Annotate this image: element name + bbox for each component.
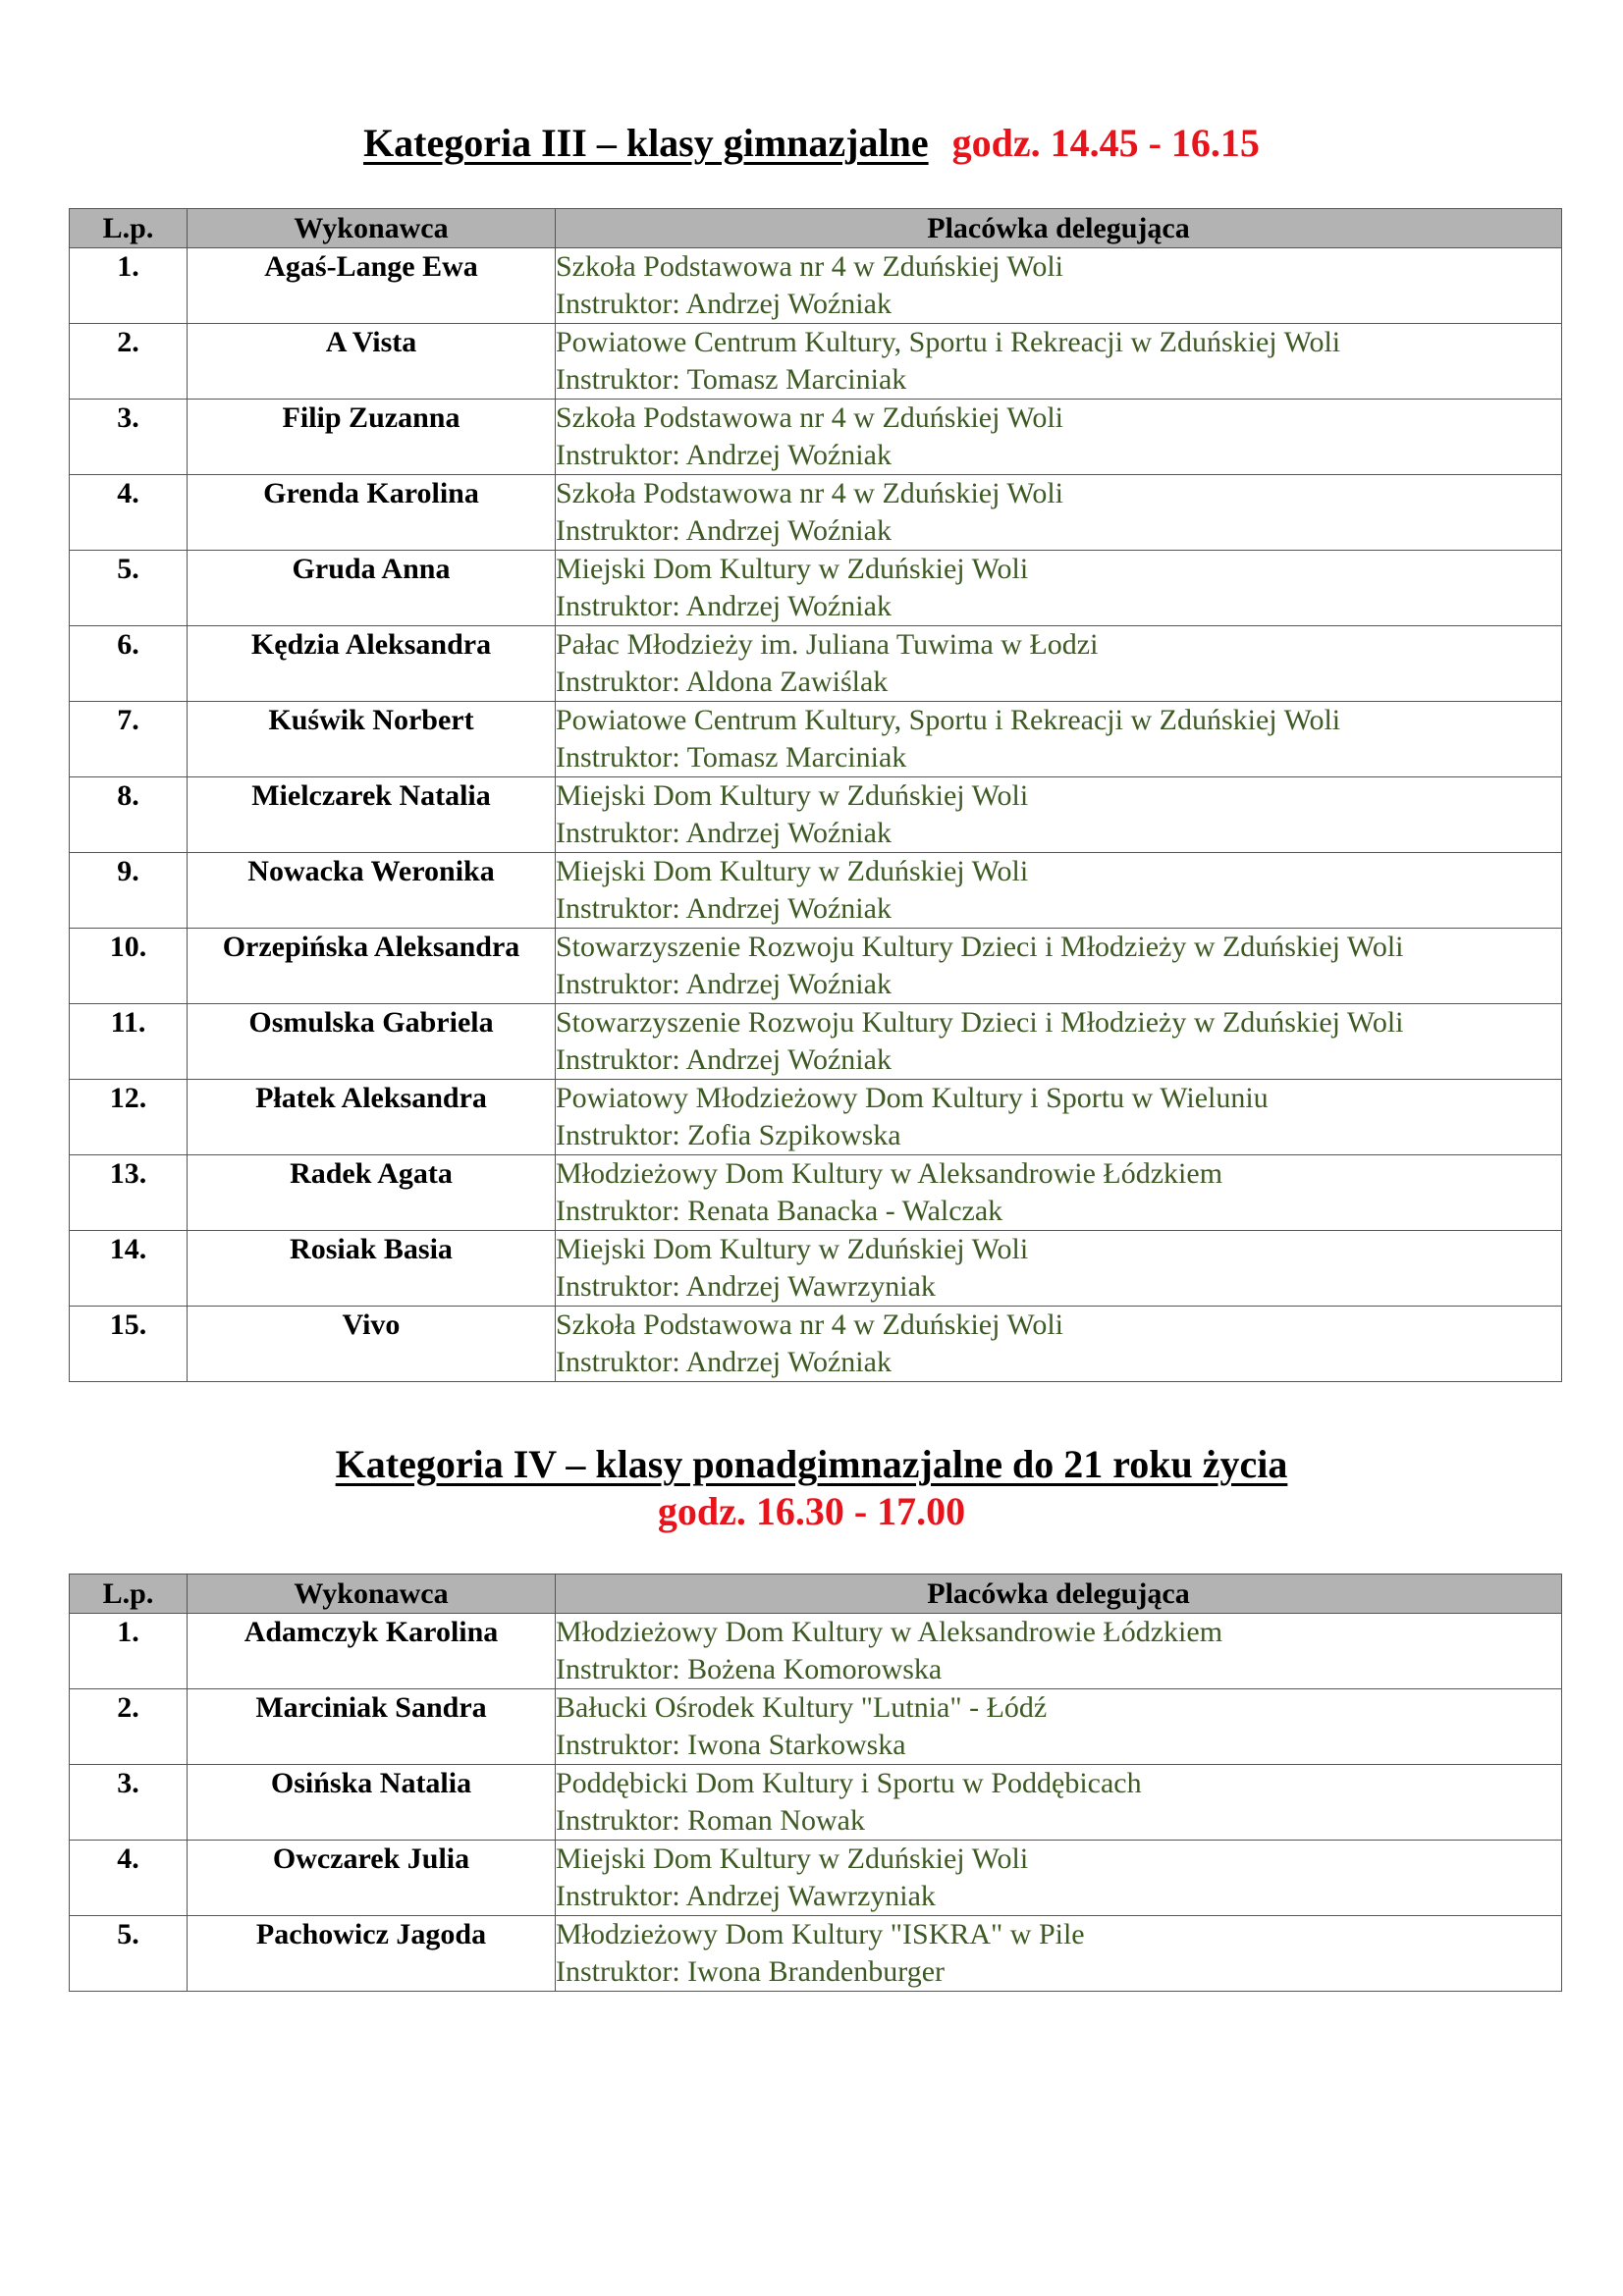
row-instructor: Instruktor: Andrzej Wawrzyniak xyxy=(556,1880,936,1912)
table-row xyxy=(70,1004,1562,1080)
row-institution: Miejski Dom Kultury w Zduńskiej Woli xyxy=(556,855,1029,887)
row-institution: Młodzieżowy Dom Kultury "ISKRA" w Pile xyxy=(556,1918,1085,1950)
table-row xyxy=(70,1916,1562,1992)
row-instructor: Instruktor: Andrzej Woźniak xyxy=(556,892,892,925)
table-kategoria-iv xyxy=(69,1574,1562,1992)
row-institution: Szkoła Podstawowa nr 4 w Zduńskiej Woli xyxy=(556,477,1063,509)
row-lp: 1. xyxy=(70,1614,188,1689)
section-title-kategoria-iv xyxy=(0,1441,1623,1535)
row-performer: Orzepińska Aleksandra xyxy=(188,929,556,1004)
row-institution-cell xyxy=(556,475,1562,551)
row-lp: 4. xyxy=(70,1841,188,1916)
row-lp: 8. xyxy=(70,777,188,853)
row-lp: 3. xyxy=(70,400,188,475)
row-performer: Vivo xyxy=(188,1307,556,1382)
row-performer: Filip Zuzanna xyxy=(188,400,556,475)
row-lp: 6. xyxy=(70,626,188,702)
table-row xyxy=(70,248,1562,324)
row-performer: Osińska Natalia xyxy=(188,1765,556,1841)
table-row xyxy=(70,1080,1562,1155)
header-institution: Placówka delegująca xyxy=(556,1575,1562,1614)
table-body xyxy=(70,1614,1562,1992)
table-row xyxy=(70,777,1562,853)
row-institution-cell xyxy=(556,1765,1562,1841)
row-instructor: Instruktor: Bożena Komorowska xyxy=(556,1653,943,1685)
row-institution-cell xyxy=(556,400,1562,475)
table-row xyxy=(70,626,1562,702)
row-institution-cell xyxy=(556,1841,1562,1916)
header-institution: Placówka delegująca xyxy=(556,209,1562,248)
row-performer: Adamczyk Karolina xyxy=(188,1614,556,1689)
table-body xyxy=(70,248,1562,1382)
row-institution: Stowarzyszenie Rozwoju Kultury Dzieci i Młodzieży w Zduńskiej Woli xyxy=(556,931,1404,963)
table-row xyxy=(70,1231,1562,1307)
row-institution-cell xyxy=(556,551,1562,626)
row-institution: Szkoła Podstawowa nr 4 w Zduńskiej Woli xyxy=(556,401,1063,434)
table-row xyxy=(70,324,1562,400)
row-instructor: Instruktor: Zofia Szpikowska xyxy=(556,1119,901,1151)
row-lp: 12. xyxy=(70,1080,188,1155)
row-performer: Kędzia Aleksandra xyxy=(188,626,556,702)
section-title-kategoria-iii xyxy=(0,120,1623,167)
row-institution-cell xyxy=(556,1916,1562,1992)
table-row xyxy=(70,1614,1562,1689)
row-lp: 2. xyxy=(70,1689,188,1765)
row-institution: Stowarzyszenie Rozwoju Kultury Dzieci i Młodzieży w Zduńskiej Woli xyxy=(556,1006,1404,1039)
table-row xyxy=(70,1307,1562,1382)
row-institution: Bałucki Ośrodek Kultury "Lutnia" - Łódź xyxy=(556,1691,1048,1724)
header-lp: L.p. xyxy=(70,1575,188,1614)
table-row xyxy=(70,1689,1562,1765)
row-instructor: Instruktor: Andrzej Woźniak xyxy=(556,288,892,320)
row-lp: 13. xyxy=(70,1155,188,1231)
row-lp: 2. xyxy=(70,324,188,400)
row-performer: A Vista xyxy=(188,324,556,400)
row-institution: Powiatowy Młodzieżowy Dom Kultury i Sportu w Wieluniu xyxy=(556,1082,1269,1114)
row-instructor: Instruktor: Andrzej Wawrzyniak xyxy=(556,1270,936,1303)
row-institution: Miejski Dom Kultury w Zduńskiej Woli xyxy=(556,1842,1029,1875)
row-instructor: Instruktor: Andrzej Woźniak xyxy=(556,590,892,622)
row-institution-cell xyxy=(556,626,1562,702)
row-instructor: Instruktor: Andrzej Woźniak xyxy=(556,968,892,1000)
row-performer: Osmulska Gabriela xyxy=(188,1004,556,1080)
row-performer: Agaś-Lange Ewa xyxy=(188,248,556,324)
table-row xyxy=(70,475,1562,551)
row-institution-cell xyxy=(556,1307,1562,1382)
row-institution-cell xyxy=(556,1080,1562,1155)
category-title: Kategoria III – klasy gimnazjalne xyxy=(363,121,929,165)
row-institution-cell xyxy=(556,1231,1562,1307)
row-instructor: Instruktor: Andrzej Woźniak xyxy=(556,1043,892,1076)
row-lp: 10. xyxy=(70,929,188,1004)
row-institution: Szkoła Podstawowa nr 4 w Zduńskiej Woli xyxy=(556,1308,1063,1341)
row-instructor: Instruktor: Andrzej Woźniak xyxy=(556,514,892,547)
row-performer: Kuświk Norbert xyxy=(188,702,556,777)
row-instructor: Instruktor: Andrzej Woźniak xyxy=(556,439,892,471)
row-instructor: Instruktor: Iwona Brandenburger xyxy=(556,1955,946,1988)
table-row xyxy=(70,1841,1562,1916)
row-performer: Owczarek Julia xyxy=(188,1841,556,1916)
row-instructor: Instruktor: Andrzej Woźniak xyxy=(556,1346,892,1378)
row-performer: Nowacka Weronika xyxy=(188,853,556,929)
row-performer: Pachowicz Jagoda xyxy=(188,1916,556,1992)
row-institution-cell xyxy=(556,702,1562,777)
row-institution: Miejski Dom Kultury w Zduńskiej Woli xyxy=(556,779,1029,812)
row-instructor: Instruktor: Renata Banacka - Walczak xyxy=(556,1195,1003,1227)
row-performer: Grenda Karolina xyxy=(188,475,556,551)
row-instructor: Instruktor: Aldona Zawiślak xyxy=(556,666,889,698)
row-lp: 14. xyxy=(70,1231,188,1307)
table-row xyxy=(70,551,1562,626)
row-instructor: Instruktor: Andrzej Woźniak xyxy=(556,817,892,849)
category-title: Kategoria IV – klasy ponadgimnazjalne do 21 roku życia xyxy=(335,1442,1288,1486)
row-institution-cell xyxy=(556,1614,1562,1689)
row-institution-cell xyxy=(556,324,1562,400)
row-institution: Szkoła Podstawowa nr 4 w Zduńskiej Woli xyxy=(556,250,1063,283)
row-performer: Radek Agata xyxy=(188,1155,556,1231)
header-performer: Wykonawca xyxy=(188,1575,556,1614)
row-instructor: Instruktor: Iwona Starkowska xyxy=(556,1729,906,1761)
header-performer: Wykonawca xyxy=(188,209,556,248)
row-instructor: Instruktor: Tomasz Marciniak xyxy=(556,363,907,396)
row-performer: Mielczarek Natalia xyxy=(188,777,556,853)
row-institution: Poddębicki Dom Kultury i Sportu w Poddębicach xyxy=(556,1767,1142,1799)
table-header-row xyxy=(70,1575,1562,1614)
row-institution: Powiatowe Centrum Kultury, Sportu i Rekreacji w Zduńskiej Woli xyxy=(556,704,1341,736)
row-institution: Pałac Młodzieży im. Juliana Tuwima w Łodzi xyxy=(556,628,1099,661)
row-lp: 1. xyxy=(70,248,188,324)
row-institution-cell xyxy=(556,248,1562,324)
row-performer: Rosiak Basia xyxy=(188,1231,556,1307)
table-row xyxy=(70,702,1562,777)
row-lp: 7. xyxy=(70,702,188,777)
row-institution-cell xyxy=(556,777,1562,853)
category-time: godz. 16.30 - 17.00 xyxy=(657,1489,966,1533)
table-row xyxy=(70,929,1562,1004)
row-lp: 4. xyxy=(70,475,188,551)
row-performer: Płatek Aleksandra xyxy=(188,1080,556,1155)
row-institution: Miejski Dom Kultury w Zduńskiej Woli xyxy=(556,553,1029,585)
row-lp: 5. xyxy=(70,551,188,626)
row-lp: 5. xyxy=(70,1916,188,1992)
row-institution-cell xyxy=(556,853,1562,929)
table-row xyxy=(70,1765,1562,1841)
row-institution: Młodzieżowy Dom Kultury w Aleksandrowie Łódzkiem xyxy=(556,1616,1223,1648)
row-institution-cell xyxy=(556,1689,1562,1765)
category-time: godz. 14.45 - 16.15 xyxy=(951,121,1260,165)
row-instructor: Instruktor: Roman Nowak xyxy=(556,1804,865,1837)
row-institution: Miejski Dom Kultury w Zduńskiej Woli xyxy=(556,1233,1029,1265)
table-kategoria-iii xyxy=(69,208,1562,1382)
table-row xyxy=(70,400,1562,475)
row-performer: Gruda Anna xyxy=(188,551,556,626)
row-lp: 15. xyxy=(70,1307,188,1382)
row-institution-cell xyxy=(556,1155,1562,1231)
table-header-row xyxy=(70,209,1562,248)
row-institution: Młodzieżowy Dom Kultury w Aleksandrowie Łódzkiem xyxy=(556,1157,1223,1190)
row-institution-cell xyxy=(556,929,1562,1004)
row-lp: 3. xyxy=(70,1765,188,1841)
table-row xyxy=(70,1155,1562,1231)
row-lp: 11. xyxy=(70,1004,188,1080)
header-lp: L.p. xyxy=(70,209,188,248)
row-lp: 9. xyxy=(70,853,188,929)
row-institution: Powiatowe Centrum Kultury, Sportu i Rekreacji w Zduńskiej Woli xyxy=(556,326,1341,358)
row-institution-cell xyxy=(556,1004,1562,1080)
row-instructor: Instruktor: Tomasz Marciniak xyxy=(556,741,907,774)
row-performer: Marciniak Sandra xyxy=(188,1689,556,1765)
table-row xyxy=(70,853,1562,929)
